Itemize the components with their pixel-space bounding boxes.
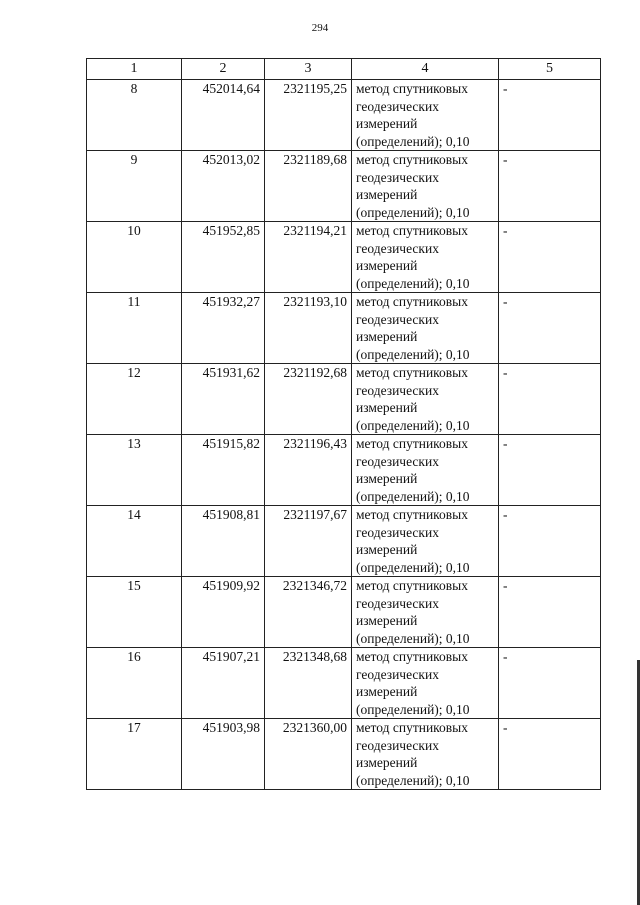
header-col-4: 4 bbox=[352, 59, 499, 80]
coord-x: 452013,02 bbox=[182, 151, 265, 222]
coord-x: 451952,85 bbox=[182, 222, 265, 293]
coord-x: 451903,98 bbox=[182, 719, 265, 790]
point-number: 8 bbox=[87, 80, 182, 151]
method-accuracy: метод спутниковых геодезических измерений (определений); 0,10 bbox=[352, 577, 499, 648]
coord-x: 451909,92 bbox=[182, 577, 265, 648]
point-number: 14 bbox=[87, 506, 182, 577]
table-row bbox=[87, 293, 601, 364]
point-number: 16 bbox=[87, 648, 182, 719]
method-accuracy: метод спутниковых геодезических измерений (определений); 0,10 bbox=[352, 506, 499, 577]
coord-y: 2321189,68 bbox=[265, 151, 352, 222]
coord-y: 2321360,00 bbox=[265, 719, 352, 790]
point-number: 17 bbox=[87, 719, 182, 790]
coord-y: 2321197,67 bbox=[265, 506, 352, 577]
table-row bbox=[87, 80, 601, 151]
note: - bbox=[499, 719, 601, 790]
coord-x: 451931,62 bbox=[182, 364, 265, 435]
table-row bbox=[87, 577, 601, 648]
header-col-5: 5 bbox=[499, 59, 601, 80]
coord-y: 2321348,68 bbox=[265, 648, 352, 719]
method-accuracy: метод спутниковых геодезических измерений (определений); 0,10 bbox=[352, 435, 499, 506]
coord-y: 2321195,25 bbox=[265, 80, 352, 151]
note: - bbox=[499, 293, 601, 364]
table-row bbox=[87, 719, 601, 790]
coordinates-table bbox=[86, 58, 601, 790]
coord-x: 451908,81 bbox=[182, 506, 265, 577]
table-row bbox=[87, 364, 601, 435]
method-accuracy: метод спутниковых геодезических измерений (определений); 0,10 bbox=[352, 719, 499, 790]
coord-y: 2321196,43 bbox=[265, 435, 352, 506]
note: - bbox=[499, 435, 601, 506]
point-number: 9 bbox=[87, 151, 182, 222]
method-accuracy: метод спутниковых геодезических измерений (определений); 0,10 bbox=[352, 222, 499, 293]
header-col-1: 1 bbox=[87, 59, 182, 80]
table-row bbox=[87, 435, 601, 506]
note: - bbox=[499, 364, 601, 435]
coord-x: 452014,64 bbox=[182, 80, 265, 151]
coord-x: 451915,82 bbox=[182, 435, 265, 506]
note: - bbox=[499, 577, 601, 648]
coord-x: 451907,21 bbox=[182, 648, 265, 719]
table-row bbox=[87, 506, 601, 577]
table-header-row bbox=[87, 59, 601, 80]
point-number: 11 bbox=[87, 293, 182, 364]
table-row bbox=[87, 648, 601, 719]
method-accuracy: метод спутниковых геодезических измерений (определений); 0,10 bbox=[352, 293, 499, 364]
note: - bbox=[499, 648, 601, 719]
page-number: 294 bbox=[311, 22, 329, 34]
coord-x: 451932,27 bbox=[182, 293, 265, 364]
table-row bbox=[87, 222, 601, 293]
point-number: 12 bbox=[87, 364, 182, 435]
table-row bbox=[87, 151, 601, 222]
method-accuracy: метод спутниковых геодезических измерений (определений); 0,10 bbox=[352, 151, 499, 222]
point-number: 13 bbox=[87, 435, 182, 506]
coord-y: 2321192,68 bbox=[265, 364, 352, 435]
coord-y: 2321194,21 bbox=[265, 222, 352, 293]
method-accuracy: метод спутниковых геодезических измерений (определений); 0,10 bbox=[352, 364, 499, 435]
coord-y: 2321346,72 bbox=[265, 577, 352, 648]
point-number: 10 bbox=[87, 222, 182, 293]
note: - bbox=[499, 151, 601, 222]
note: - bbox=[499, 506, 601, 577]
header-col-3: 3 bbox=[265, 59, 352, 80]
note: - bbox=[499, 222, 601, 293]
method-accuracy: метод спутниковых геодезических измерений (определений); 0,10 bbox=[352, 80, 499, 151]
method-accuracy: метод спутниковых геодезических измерений (определений); 0,10 bbox=[352, 648, 499, 719]
point-number: 15 bbox=[87, 577, 182, 648]
note: - bbox=[499, 80, 601, 151]
coord-y: 2321193,10 bbox=[265, 293, 352, 364]
header-col-2: 2 bbox=[182, 59, 265, 80]
